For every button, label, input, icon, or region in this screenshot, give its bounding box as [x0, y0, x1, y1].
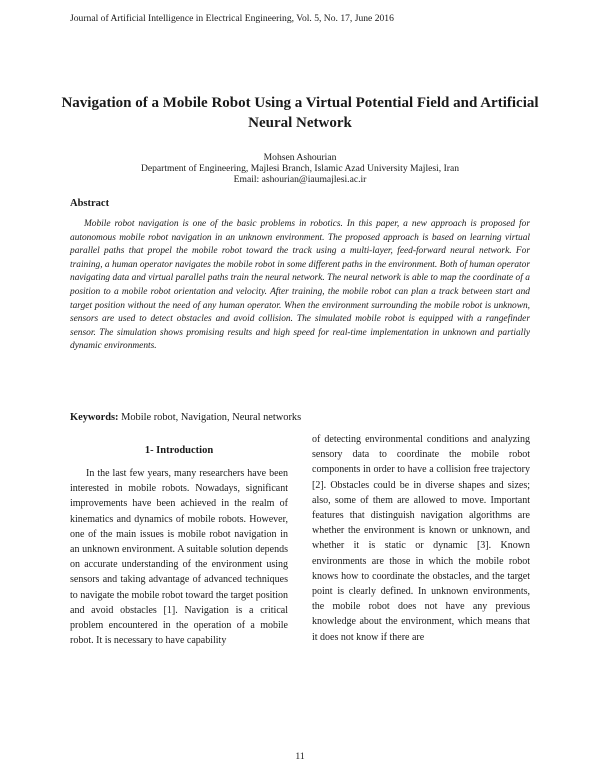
keywords-text: Mobile robot, Navigation, Neural networks: [121, 412, 302, 423]
author-block: [0, 152, 600, 185]
keywords: [70, 412, 301, 423]
abstract-heading: Abstract: [70, 198, 110, 209]
author-name: Mohsen Ashourian: [263, 152, 337, 163]
section-heading-introduction: 1- Introduction: [144, 445, 214, 456]
author-email: Email: ashourian@iaumajlesi.ac.ir: [233, 174, 367, 185]
keywords-label: Keywords:: [70, 412, 119, 423]
introduction-left-column: In the last few years, many researchers have been interested in mobile robots. Nowadays, significant improvements have been achieved in the realm of kinematics and dynamics of mobile robots. However, one of the main issues is mobile robot navigation in an unknown environment. A suitable solution depends on accurate understanding of the environment using sensors and taking advantage of advanced techniques to navigate the mobile robot toward the target position and avoid obstacles [1]. Navigation is a critical problem encountered in the operation of a mobile robot. It is necessary to have capability: [70, 468, 288, 647]
abstract-text: Mobile robot navigation is one of the basic problems in robotics. In this paper, a new approach is proposed for autonomous mobile robot navigation in an unknown environment. The proposed approach is based on learning virtual parallel paths that propel the mobile robot toward the track using a multi-layer, feed-forward neural network. For training, a human operator navigates the mobile robot in some different paths in the environment. Both of human operator navigating data and virtual parallel paths train the neural network. The neural network is able to map the coordinate of a position to a mobile robot orientation and velocity. After training, the mobile robot can plan a track between start and target position without the need of any human operator. When the environment surrounding the mobile robot is unknown, sensors are used to detect obstacles and avoid collision. The simulated mobile robot is equipped with a rangefinder sensor. The simulation shows promising results and high speed for real-time implementation in unknown and partially dynamic environments.: [70, 219, 530, 352]
journal-header: Journal of Artificial Intelligence in Electrical Engineering, Vol. 5, No. 17, June 2016: [70, 13, 394, 24]
introduction-right-column: of detecting environmental conditions and analyzing sensory data to coordinate the mobile robot components in order to have a collision free trajectory [2]. Obstacles could be in diverse shapes and sizes; also, some of them are allowed to move. Important features that distinguish navigation algorithms are whether the environment is known or unknown, and whether it is static or dynamic [3]. Known environments are those in which the mobile robot knows how to coordinate the obstacles, and the target point is clearly defined. In unknown environments, the mobile robot does not have any previous knowledge about the environment, which means that it does not know if there are: [312, 434, 530, 643]
paper-title: Navigation of a Mobile Robot Using a Virtual Potential Field and Artificial Neural Network: [61, 95, 539, 131]
page-number: 11: [295, 751, 305, 762]
author-affiliation: Department of Engineering, Majlesi Branch, Islamic Azad University Majlesi, Iran: [140, 163, 460, 174]
